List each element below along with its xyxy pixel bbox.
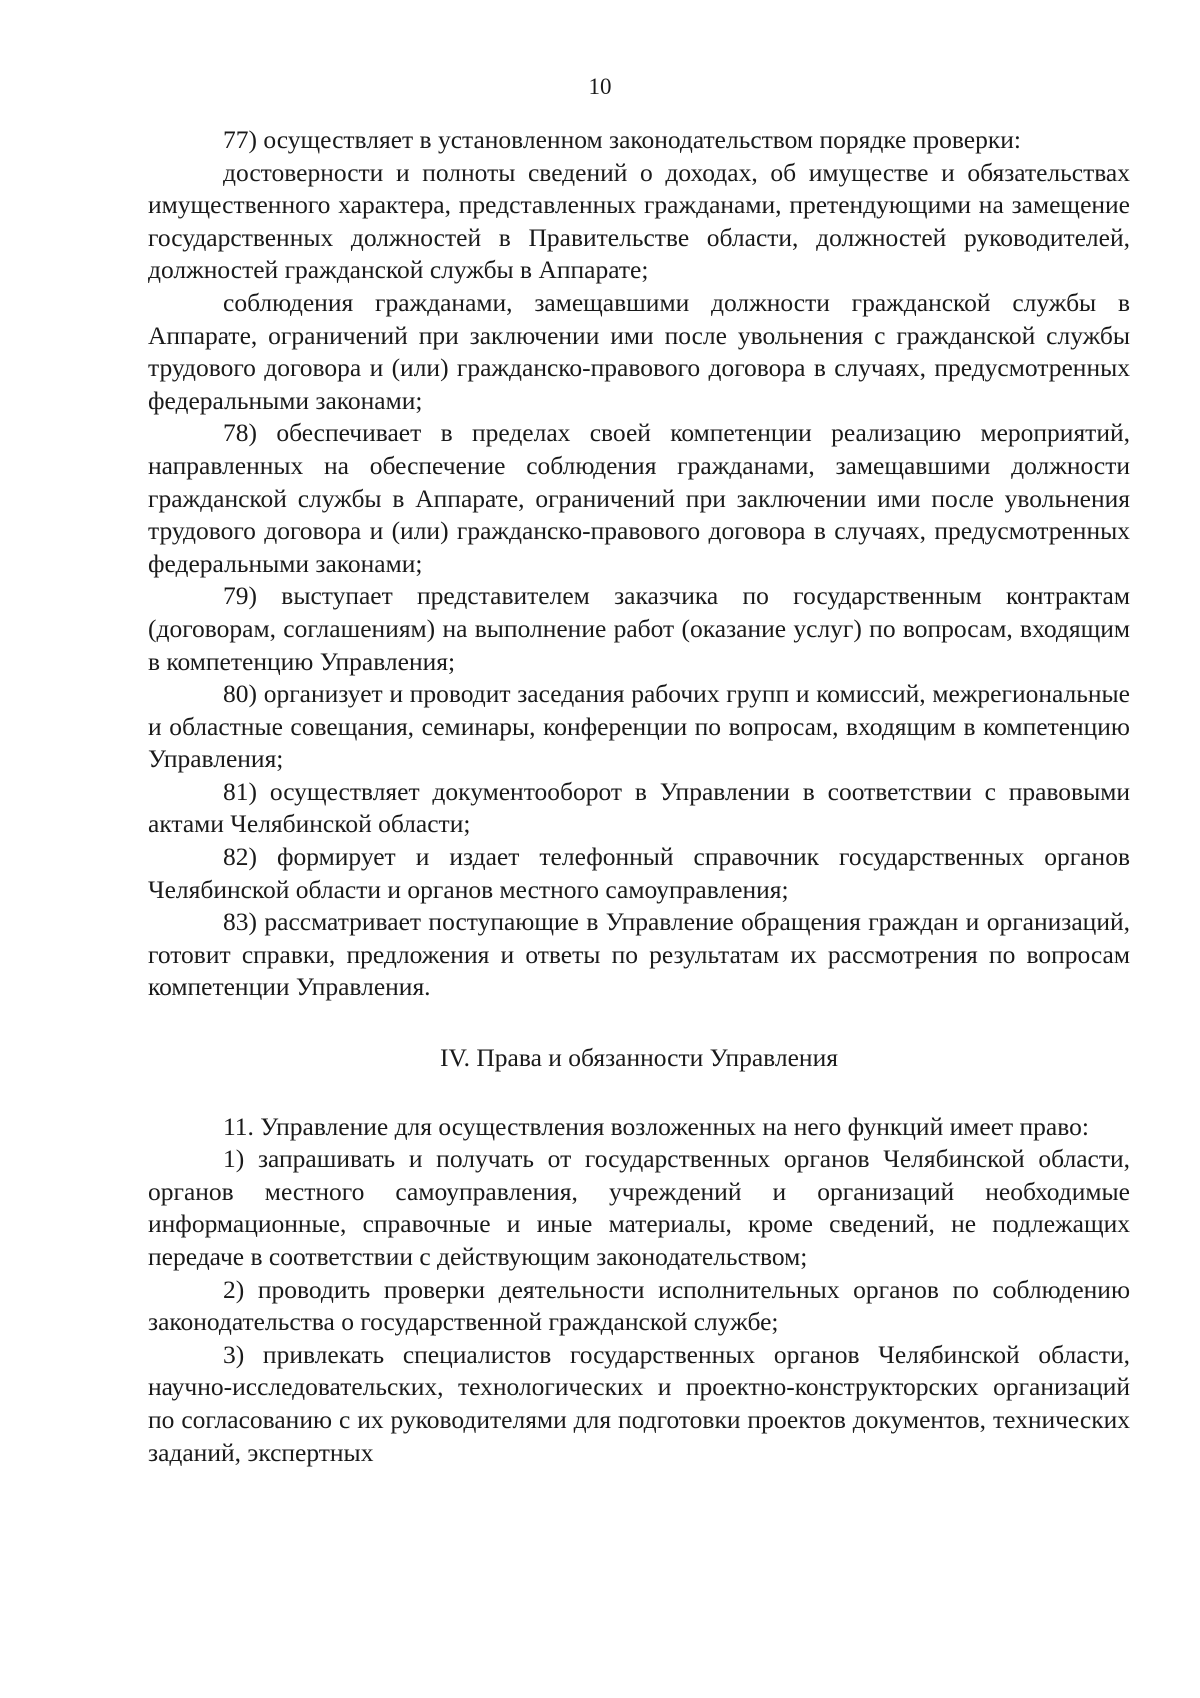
paragraph-right-3: 3) привлекать специалистов государственных органов Челябинской области, научно-исследовательских, технологических и проектно-конструкторских организаций по согласованию с их руководителями для подготовки проектов документов, технических заданий, экспертных [148, 1339, 1130, 1467]
paragraph-right-2: 2) проводить проверки деятельности исполнительных органов по соблюдению законодательства о государственной гражданской службе; [148, 1274, 1130, 1337]
paragraph-item-81: 81) осуществляет документооборот в Управлении в соответствии с правовыми актами Челябинской области; [148, 776, 1130, 839]
paragraph-item-77: 77) осуществляет в установленном законодательством порядке проверки: [223, 125, 1021, 154]
paragraph-right-1: 1) запрашивать и получать от государственных органов Челябинской области, органов местного самоуправления, учреждений и организаций необходимые информационные, справочные и иные материалы, кроме сведений, не подлежащих передаче в соответствии с действующим законодательством; [148, 1144, 1130, 1271]
document-body [148, 124, 1130, 1469]
paragraph-item-83: 83) рассматривает поступающие в Управление обращения граждан и организаций, готовит справки, предложения и ответы по результатам их рассмотрения по вопросам компетенции Управления. [148, 907, 1130, 1002]
paragraph-clause-11: 11. Управление для осуществления возложенных на него функций имеет право: [223, 1111, 1089, 1141]
page-number: 10 [588, 74, 612, 99]
paragraph-item-79: 79) выступает представителем заказчика по государственным контрактам (договорам, соглашениям) на выполнение работ (оказание услуг) по вопросам, входящим в компетенцию Управления; [148, 581, 1130, 676]
paragraph-income-verification: достоверности и полноты сведений о доходах, об имуществе и обязательствах имущественного характера, представленных гражданами, претендующими на замещение государственных должностей в Правительстве области, должностей руководителей, должностей гражданской службы в Аппарате; [148, 157, 1130, 285]
paragraph-restrictions-compliance: соблюдения гражданами, замещавшими должности гражданской службы в Аппарате, ограничений при заключении ими после увольнения с гражданской службы трудового договора и (или) гражданско-правового договора в случаях, предусмотренных федеральными законами; [148, 287, 1130, 415]
paragraph-item-82: 82) формирует и издает телефонный справочник государственных органов Челябинской области и органов местного самоуправления; [148, 842, 1130, 904]
section-heading: IV. Права и обязанности Управления [440, 1043, 838, 1073]
paragraph-item-80: 80) организует и проводит заседания рабочих групп и комиссий, межрегиональные и областные совещания, семинары, конференции по вопросам, входящим в компетенцию Управления; [148, 679, 1130, 774]
paragraph-item-78: 78) обеспечивает в пределах своей компетенции реализацию мероприятий, направленных на обеспечение соблюдения гражданами, замещавшими должности гражданской службы в Аппарате, ограничений при заключении ими после увольнения трудового договора и (или) гражданско-правового договора в случаях, предусмотренных федеральными законами; [148, 418, 1130, 578]
